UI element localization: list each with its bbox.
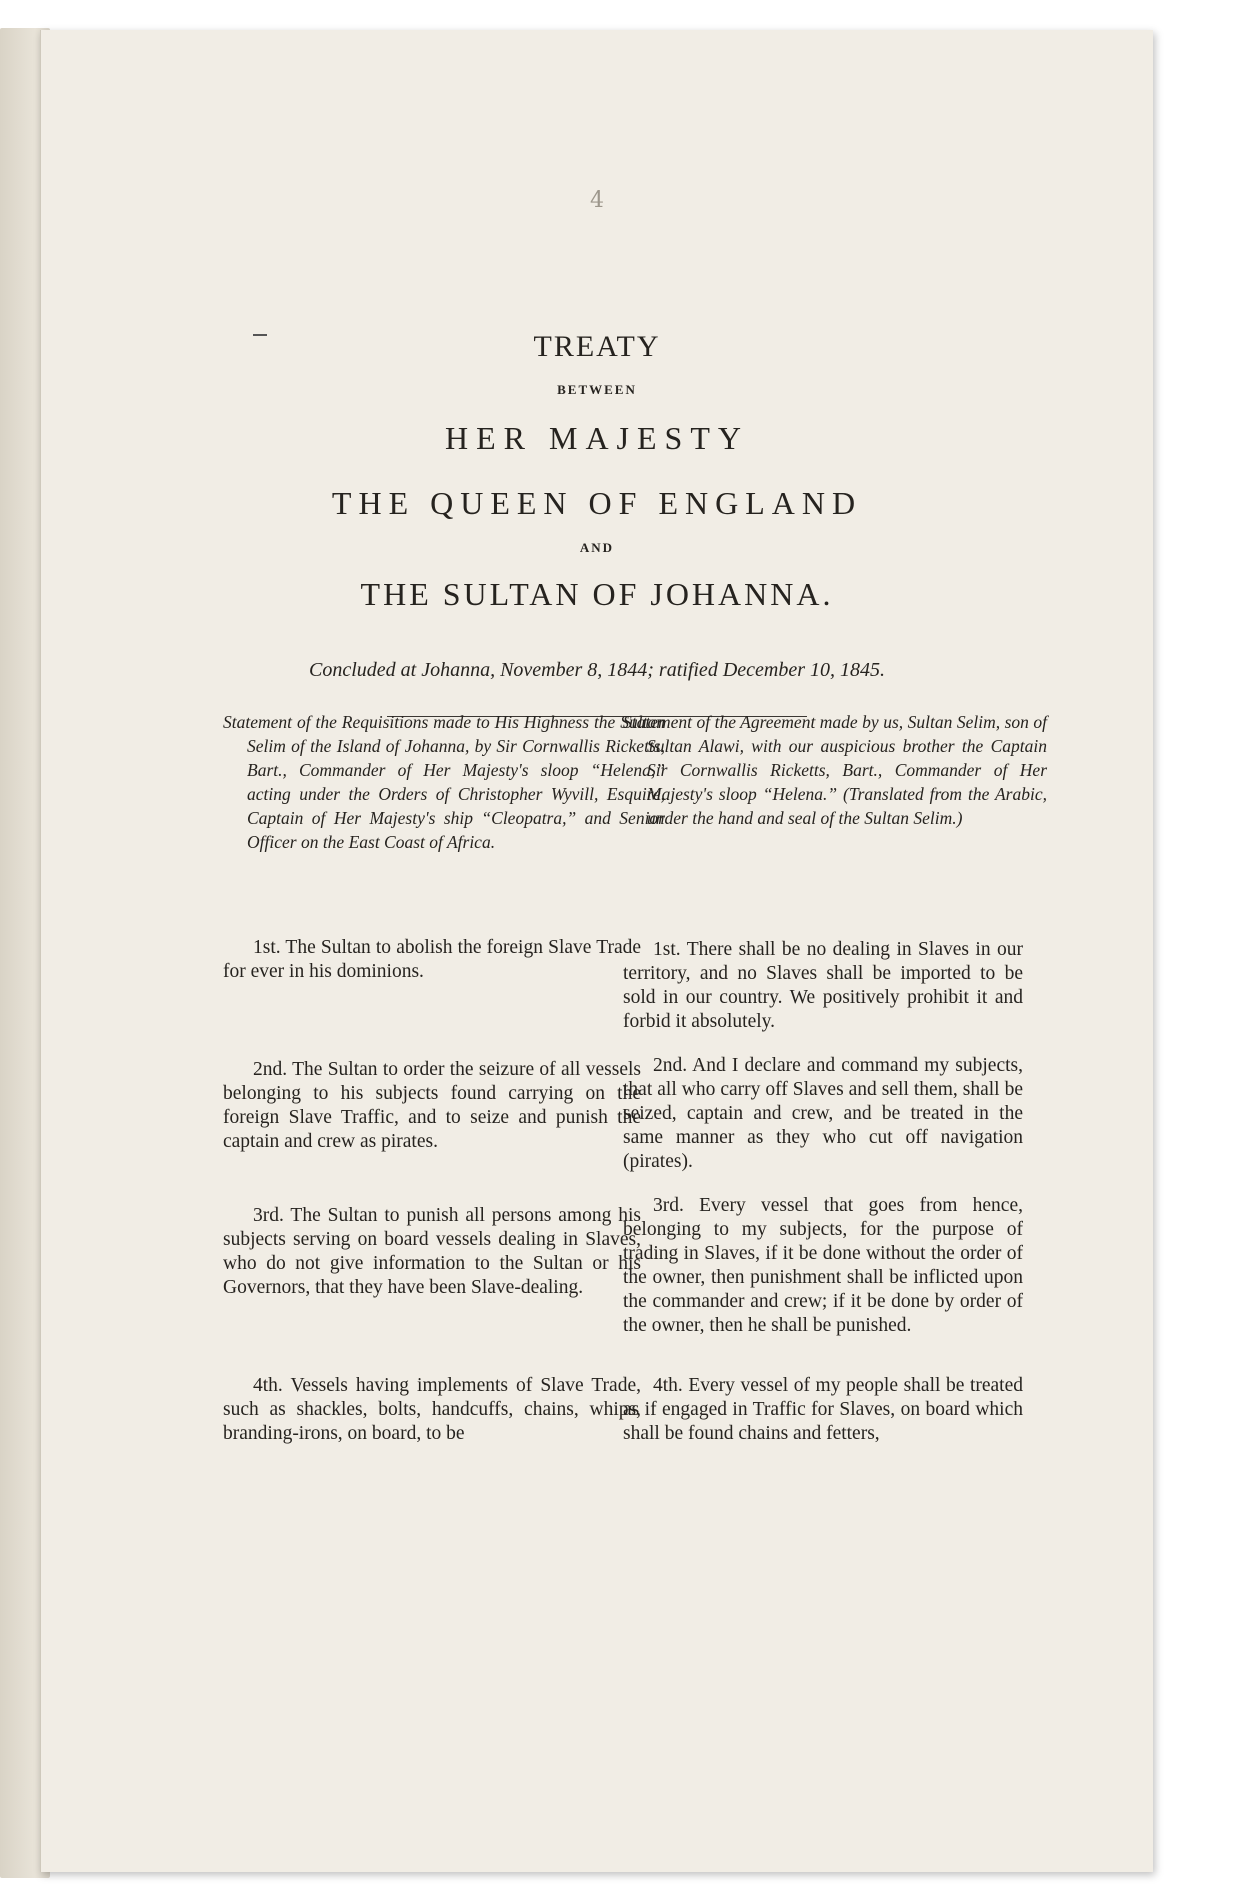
title-treaty: TREATY: [533, 330, 661, 363]
left-article-3: 3rd. The Sultan to punish all persons among his subjects serving on board vessels dealing in Slaves, who do not give information to the Sultan or his Governors, that they have been Slave-dealing.: [223, 1205, 641, 1298]
page-number: 4: [590, 188, 604, 213]
title-and: AND: [579, 540, 615, 555]
right-statement: Statement of the Agreement made by us, Sultan Selim, son of Sultan Alawi, with our auspicious brother the Captain Sir Cornwallis Ricketts, Bart., Commander of Her Majesty's sloop “Helena.” (Translated from the Arabic, under the hand and seal of the Sultan Selim.): [623, 712, 1047, 828]
left-article-1: 1st. The Sultan to abolish the foreign Slave Trade for ever in his dominions.: [223, 937, 641, 982]
right-article-1: 1st. There shall be no dealing in Slaves in our territory, and no Slaves shall be imported to be sold in our country. We positively prohibit it and forbid it absolutely.: [623, 939, 1023, 1032]
left-article-2: 2nd. The Sultan to order the seizure of all vessels belonging to his subjects found carrying on the foreign Slave Traffic, and to seize and punish the captain and crew as pirates.: [223, 1059, 641, 1152]
right-article-2: 2nd. And I declare and command my subjects, that all who carry off Slaves and sell them, shall be seized, captain and crew, and be treated in the same manner as they who cut off navigation (pirates).: [623, 1055, 1023, 1172]
concluded-line: Concluded at Johanna, November 8, 1844; ratified December 10, 1845.: [308, 659, 885, 681]
title-between: BETWEEN: [557, 382, 637, 397]
right-article-4: 4th. Every vessel of my people shall be treated as if engaged in Traffic for Slaves, on board which shall be found chains and fetters,: [623, 1375, 1023, 1444]
title-her-majesty: HER MAJESTY: [444, 420, 749, 456]
left-article-4: 4th. Vessels having implements of Slave Trade, such as shackles, bolts, handcuffs, chains, whips, branding-irons, on board, to be: [223, 1375, 641, 1444]
title-block: [41, 330, 1153, 717]
left-statement: Statement of the Requisitions made to His Highness the Sultan Selim of the Island of Johanna, by Sir Cornwallis Ricketts, Bart., Commander of Her Majesty's sloop “Helena,” acting under the Orders of Christopher Wyvill, Esquire, Captain of Her Majesty's ship “Cleopatra,” and Senior Officer on the East Coast of Africa.: [223, 712, 665, 852]
right-article-3: 3rd. Every vessel that goes from hence, belonging to my subjects, for the purpose of trading in Slaves, if it be done without the order of the owner, then punishment shall be inflicted upon the commander and crew; if it be done by order of the owner, then he shall be punished.: [623, 1195, 1023, 1336]
title-queen-of-england: THE QUEEN OF ENGLAND: [331, 485, 863, 521]
title-sultan-of-johanna: THE SULTAN OF JOHANNA.: [360, 576, 834, 612]
document-page: [40, 30, 1153, 1872]
